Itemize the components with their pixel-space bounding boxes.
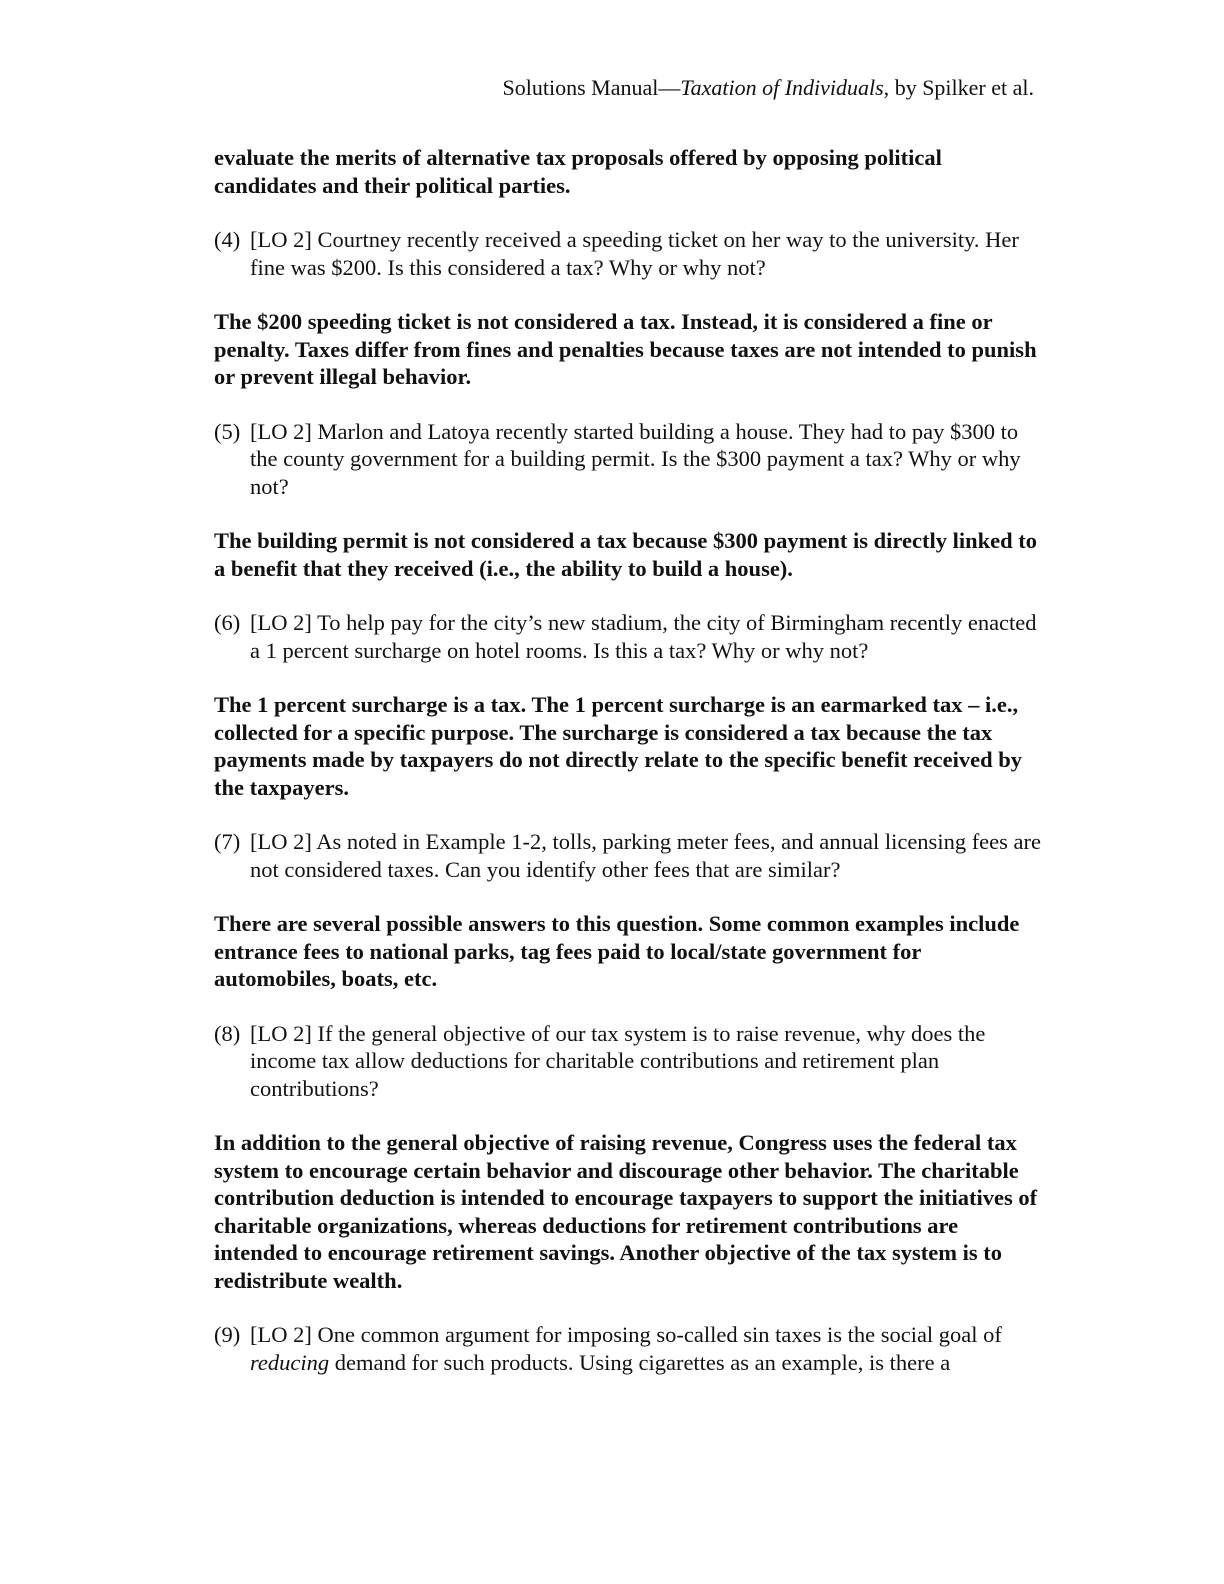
question-9	[214, 1321, 1044, 1376]
answer-4: The $200 speeding ticket is not considered a tax. Instead, it is considered a fine or penalty. Taxes differ from fines and penalties because taxes are not intended to punish or prevent illegal behavior.	[214, 309, 1037, 389]
question-text: [LO 2] If the general objective of our tax system is to raise revenue, why does the income tax allow deductions for charitable contributions and retirement plan contributions?	[250, 1020, 986, 1101]
question-4	[214, 226, 1044, 281]
answer-3-continued: evaluate the merits of alternative tax proposals offered by opposing political candidates and their political parties.	[214, 145, 942, 198]
answer-5: The building permit is not considered a tax because $300 payment is directly linked to a benefit that they received (i.e., the ability to build a house).	[214, 528, 1037, 581]
header-suffix: by Spilker et al.	[889, 75, 1034, 100]
question-number: (6)	[214, 610, 241, 635]
question-number: (4)	[214, 227, 241, 252]
question-number: (7)	[214, 829, 241, 854]
question-text-part: [LO 2] One common argument for imposing so-called sin taxes is the social goal of	[250, 1322, 1002, 1347]
question-number: (5)	[214, 418, 241, 444]
question-text: [LO 2] To help pay for the city’s new stadium, the city of Birmingham recently enacted a 1 percent surcharge on hotel rooms. Is this a tax? Why or why not?	[250, 610, 1037, 663]
header-book-title: Taxation of Individuals,	[680, 75, 890, 100]
question-text-emphasis: reducing	[250, 1349, 330, 1375]
question-number: (9)	[214, 1322, 241, 1347]
question-text: [LO 2] Courtney recently received a speeding ticket on her way to the university. Her fine was $200. Is this considered a tax? Why or why not?	[250, 227, 1019, 280]
document-body	[214, 144, 1044, 1376]
question-7	[214, 828, 1044, 883]
header-prefix: Solutions Manual—	[502, 75, 681, 100]
question-5	[214, 418, 1044, 501]
question-6	[214, 609, 1044, 664]
running-header	[503, 74, 1034, 101]
answer-8: In addition to the general objective of raising revenue, Congress uses the federal tax system to encourage certain behavior and discourage other behavior. The charitable contribution deduction is intended to encourage taxpayers to support the initiatives of charitable organizations, whereas deductions for retirement contributions are intended to encourage retirement savings. Another objective of the tax system is to redistribute wealth.	[214, 1130, 1038, 1293]
question-text-part: demand for such products. Using cigarettes as an example, is there a	[329, 1349, 951, 1375]
question-8	[214, 1020, 1044, 1103]
question-number: (8)	[214, 1020, 241, 1046]
question-text	[250, 1322, 1002, 1375]
answer-6: The 1 percent surcharge is a tax. The 1 percent surcharge is an earmarked tax – i.e., collected for a specific purpose. The surcharge is considered a tax because the tax payments made by taxpayers do not directly relate to the specific benefit received by the taxpayers.	[214, 692, 1023, 800]
question-text: [LO 2] As noted in Example 1-2, tolls, parking meter fees, and annual licensing fees are not considered taxes. Can you identify other fees that are similar?	[250, 829, 1042, 882]
question-text: [LO 2] Marlon and Latoya recently started building a house. They had to pay $300 to the county government for a building permit. Is the $300 payment a tax? Why or why not?	[250, 418, 1021, 499]
answer-7: There are several possible answers to this question. Some common examples include entrance fees to national parks, tag fees paid to local/state government for automobiles, boats, etc.	[214, 911, 1020, 991]
